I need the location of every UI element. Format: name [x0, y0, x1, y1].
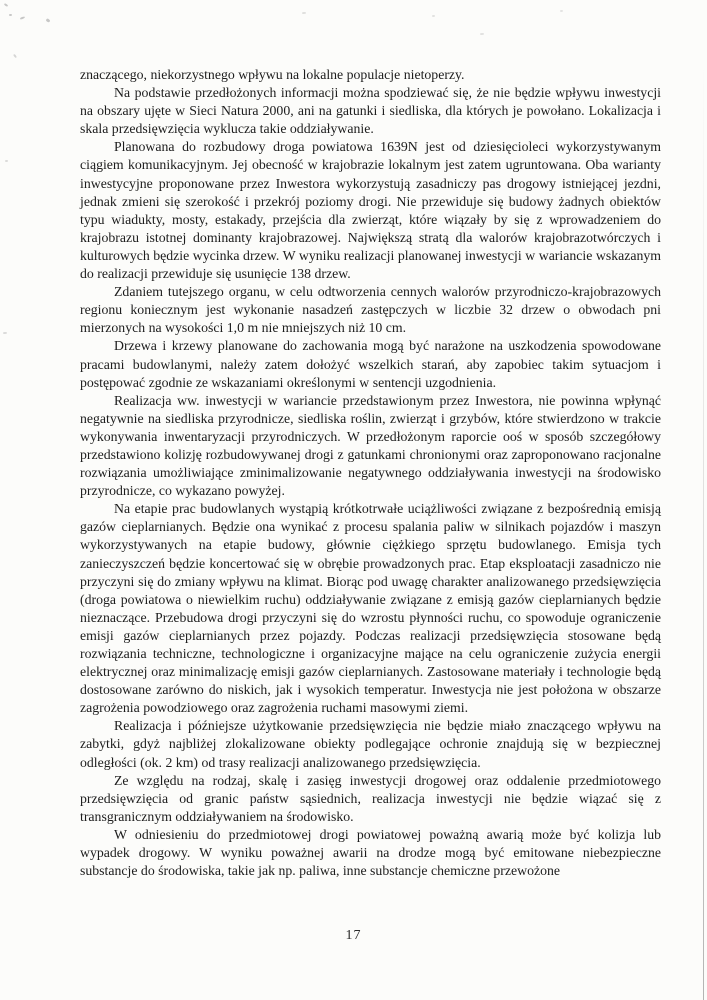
scan-artifact	[302, 12, 306, 14]
paragraph: Na etapie prac budowlanych wystąpią krótkotrwałe uciążliwości związane z bezpośrednią emisją gazów cieplarnianych. Będzie ona wynikać z procesu spalania paliw w silnikach pojazdów i maszyn wykorzystywanych na etapie budowy, głównie ciężkiego sprzętu budowlanego. Emisja tych zanieczyszczeń będzie koncertować się w obrębie prowadzonych prac. Etap eksploatacji zasadniczo nie przyczyni się do zmiany wpływu na klimat. Biorąc pod uwagę charakter analizowanego przedsięwzięcia (droga powiatowa o niewielkim ruchu) oddziaływanie związane z emisją gazów cieplarnianych będzie nieznaczące. Przebudowa drogi przyczyni się do wzrostu płynności ruchu, co spowoduje ograniczenie emisji gazów cieplarnianych przez pojazdy. Podczas realizacji przedsięwzięcia stosowane będą rozwiązania techniczne, technologiczne i organizacyjne mające na celu ograniczenie zużycia energii elektrycznej oraz minimalizację emisji gazów cieplarnianych. Zastosowane materiały i technologie będą dostosowane zarówno do niskich, jak i wysokich temperatur. Inwestycja nie jest położona w obszarze zagrożenia powodziowego oraz zagrożenia ruchami masowymi ziemi.	[80, 501, 661, 716]
paragraph: Planowana do rozbudowy droga powiatowa 1639N jest od dziesięcioleci wykorzystywanym ciągiem komunikacyjnym. Jej obecność w krajobrazie lokalnym jest zatem ugruntowana. Oba warianty inwestycyjne proponowane przez Inwestora wykorzystują zasadniczy pas drogowy istniejącej jezdni, jednak zmieni się szerokość i przekrój poziomy drogi. Nie przewiduje się budowy żadnych obiektów typu wiadukty, mosty, estakady, przejścia dla zwierząt, które wiązały by się z wprowadzeniem do krajobrazu istotnej dominanty krajobrazowej. Największą stratą dla walorów krajobrazotwórczych i kulturowych będzie wycinka drzew. W wyniku realizacji planowanej inwestycji w wariancie wskazanym do realizacji przewiduje się usunięcie 138 drzew.	[80, 139, 661, 282]
paragraph: Zdaniem tutejszego organu, w celu odtworzenia cennych walorów przyrodniczo-krajobrazowych regionu koniecznym jest wykonanie nasadzeń zastępczych w liczbie 32 drzew o obwodach pni mierzonych na wysokości 1,0 m nie mniejszych niż 10 cm.	[80, 284, 661, 336]
scan-artifact	[3, 332, 7, 334]
paragraph: Ze względu na rodzaj, skalę i zasięg inwestycji drogowej oraz oddalenie przedmiotowego przedsięwzięcia od granic państw sąsiednich, realizacja inwestycji nie będzie wiązać się z transgranicznym oddziaływaniem na środowisko.	[80, 772, 661, 824]
scan-artifact	[20, 16, 25, 20]
paragraph: W odniesieniu do przedmiotowej drogi powiatowej poważną awarią może być kolizja lub wypadek drogowy. W wyniku poważnej awarii na drodze mogą być emitowane niebezpieczne substancje do środowiska, takie jak np. paliwa, inne substancje chemiczne przewożone	[80, 826, 661, 879]
paragraph: Realizacja i późniejsze użytkowanie przedsięwzięcia nie będzie miało znaczącego wpływu na zabytki, gdyż najbliżej zlokalizowane obiekty podlegające ochronie znajdują się w bezpiecznej odległości (ok. 2 km) od trasy realizacji analizowanego przedsięwzięcia.	[80, 718, 661, 770]
scan-artifact	[9, 14, 12, 16]
scan-artifact	[46, 18, 51, 23]
page-number: 17	[345, 928, 362, 943]
paragraph: znaczącego, niekorzystnego wpływu na lokalne populacje nietoperzy.	[80, 67, 465, 82]
scan-artifact	[432, 15, 435, 17]
paragraph: Drzewa i krzewy planowane do zachowania mogą być narażone na uszkodzenia spowodowane pracami budowlanymi, należy zatem dołożyć wszelkich starań, aby zapobiec takim sytuacjom i postępować zgodnie ze wskazaniami określonymi w sentencji uzgodnienia.	[80, 338, 661, 390]
paragraph: Na podstawie przedłożonych informacji można spodziewać się, że nie będzie wpływu inwestycji na obszary ujęte w Sieci Natura 2000, ani na gatunki i siedliska, dla których je powołano. Lokalizacja i skala przedsięwzięcia wyklucza takie oddziaływanie.	[80, 85, 661, 137]
scan-artifact	[4, 3, 8, 7]
scan-edge-line	[703, 60, 704, 1000]
document-body	[80, 66, 661, 880]
scan-artifact	[480, 33, 484, 35]
paragraph: Realizacja ww. inwestycji w wariancie przedstawionym przez Inwestora, nie powinna wpłynąć negatywnie na siedliska przyrodnicze, siedliska roślin, zwierząt i grzybów, które stwierdzono w trakcie wykonywania inwentaryzacji przyrodniczych. W przedłożonym raporcie ooś w sposób szczegółowy przedstawiono kolizję rozbudowywanej drogi z gatunkami chronionymi oraz zaproponowano racjonalne rozwiązania umożliwiające zminimalizowanie negatywnego oddziaływania inwestycji na środowisko przyrodnicze, co wykazano powyżej.	[80, 392, 661, 499]
scan-artifact	[13, 54, 17, 58]
scan-artifact	[5, 160, 8, 162]
scan-artifact	[560, 10, 563, 12]
